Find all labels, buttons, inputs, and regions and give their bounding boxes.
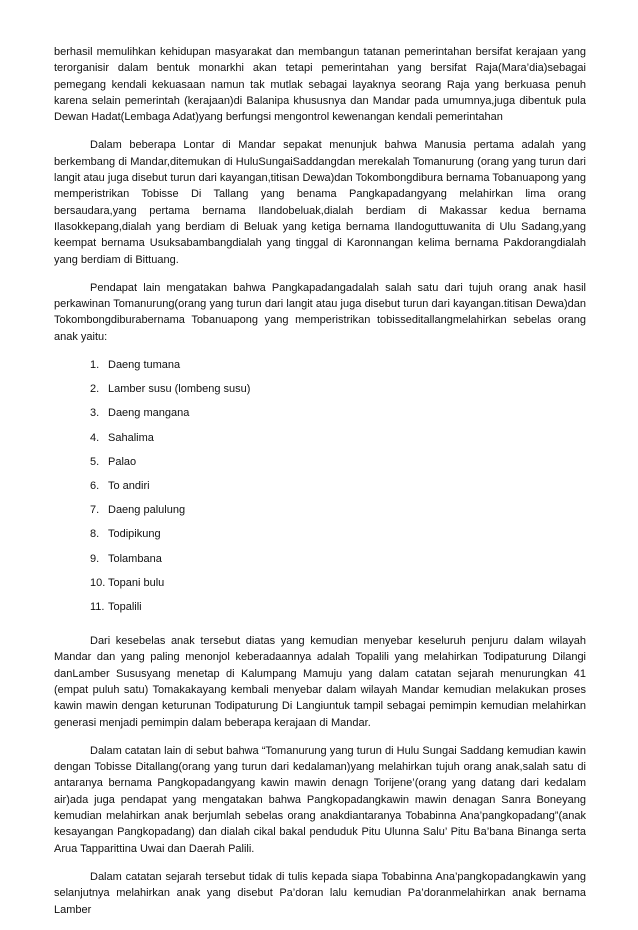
list-item: [54, 381, 586, 405]
paragraph-topalili: Dari kesebelas anak tersebut diatas yang kemudian menyebar keseluruh penjuru dalam wilayah Mandar dan yang paling menonjol keberadaannya adalah Topalili yang melahirkan Todipaturung Dilangi danLamber Sususyang menetap di Kalumpang Mamuju yang dalam catatan sejarah menurungkan 41 (empat puluh satu) Tomakakayang kembali menyebar dalam wilayah Mandar kemudian melakukan proses kawin mawin dengan keturunan Todipaturung Di Langiuntuk tampil sebagai pemimpin kemudian melahirkan generasi menjadi pemimpin dalam beberapa kerajaan di Mandar.: [54, 635, 586, 729]
list-item-name: Topalili: [108, 600, 142, 613]
children-list: [54, 357, 586, 623]
list-item: [54, 357, 586, 381]
list-item-number: 2.: [90, 383, 100, 396]
list-item: [54, 430, 586, 454]
list-item-number: 1.: [90, 359, 100, 372]
list-item: [54, 454, 586, 478]
list-item-name: Daeng mangana: [108, 407, 190, 420]
list-item-number: 8.: [90, 528, 100, 541]
list-item-name: Palao: [108, 455, 137, 468]
list-item: [54, 502, 586, 526]
list-item: [54, 478, 586, 502]
paragraph-lontar-mandar: Dalam beberapa Lontar di Mandar sepakat menunjuk bahwa Manusia pertama adalah yang berkembang di Mandar,ditemukan di HuluSungaiSaddangdan merekalah Tomanurung (orang yang turun dari langit atau juga disebut turun dari kayangan,titisan Dewa)dan Tokombongdibura bernama Tobanuapong yang memperistrikan Tobisse Di Tallang yang benama Pangkapadangyang melahirkan lima orang bersaudara,yang pertama bernama Ilandobeluak,dialah berdiam di Makassar kedua bernama Ilasokkepang,dialah yang berdiam di Beluak yang ketiga bernama Ilandoguttuwanita di Ulu Sadang,yang keempat bernama Usuksabambangdialah yang tinggal di Karonnangan kelima bernama Pakdorangdialah yang berdiam di Bittuang.: [54, 139, 586, 266]
list-item-name: Topani bulu: [108, 576, 165, 589]
list-item: [54, 526, 586, 550]
list-item-number: 9.: [90, 552, 100, 565]
document-page: [54, 44, 586, 930]
list-item-number: 5.: [90, 455, 100, 468]
list-item-number: 3.: [90, 407, 100, 420]
paragraph-other-record: Dalam catatan lain di sebut bahwa “Tomanurung yang turun di Hulu Sungai Saddang kemudian kawin dengan Tobisse Ditallang(orang yang turun dari kedalaman)yang melahirkan tujuh orang anak,salah satu di antaranya bernama Pangkopadangyang kawin mawin denagn Torijene’(orang yang datang dari kedalam air)ada juga pendapat yang mengatakan bahwa Pangkopadangkawin mawin denagan Sanra Boneyang kemudian melahirkan anak berjumlah sebelas orang anakdiantaranya Tobabinna Ana’pangkopadang”(anak kesayangan Pangkopadang) dan dialah cikal bakal penduduk Pitu Ulunna Salu’ Pitu Ba’bana Binanga serta Arua Tapparittina Uwai dan Daerah Palili.: [54, 744, 586, 855]
paragraph-governance: berhasil memulihkan kehidupan masyarakat dan membangun tatanan pemerintahan bersifat kerajaan yang terorganisir dalam bentuk monarkhi akan tetapi pemerintahan yang bersifat Raja(Mara’dia)sebagai pemegang kendali kekuasaan namun tak mutlak sebagai layaknya seorang Raja yang berkuasa penuh karena selain pemerintah (kerajaan)di Balanipa khususnya dan Mandar pada umumnya,juga dibentuk pula Dewan Hadat(Lembaga Adat)yang berfungsi mengontrol kewenangan kendali pemerintahan: [54, 46, 586, 124]
paragraph-history-record: Dalam catatan sejarah tersebut tidak di tulis kepada siapa Tobabinna Ana’pangkopadangkawin yang selanjutnya melahirkan anak yang disebut Pa’doran lalu kemudian Pa’doranmelahirkan anak bernama Lamber: [54, 870, 586, 916]
list-item-number: 6.: [90, 479, 100, 492]
list-item-name: Tolambana: [108, 552, 162, 565]
list-item: [54, 575, 586, 599]
list-item-name: Daeng tumana: [108, 359, 181, 372]
paragraph-pangkapadang-opinion: Pendapat lain mengatakan bahwa Pangkapadangadalah salah satu dari tujuh orang anak hasil perkawinan Tomanurung(orang yang turun dari langit atau juga disebut turun dari kayangan.titisan Dewa)dan Tokombongdiburabernama Tobanuapong yang memperistrikan tobisseditallangmelahirkan sebelas orang anak yaitu:: [54, 281, 586, 343]
list-item-name: To andiri: [108, 479, 150, 492]
list-item-number: 4.: [90, 431, 100, 444]
list-item-name: Sahalima: [108, 431, 154, 444]
list-item-name: Lamber susu (lombeng susu): [108, 383, 251, 396]
list-item-number: 11.: [90, 600, 105, 613]
list-item-name: Daeng palulung: [108, 504, 186, 517]
list-item-name: Todipikung: [108, 528, 161, 541]
list-item: [54, 551, 586, 575]
list-item: [54, 599, 586, 623]
list-item: [54, 405, 586, 429]
list-item-number: 7.: [90, 504, 100, 517]
list-item-number: 10.: [90, 576, 106, 589]
